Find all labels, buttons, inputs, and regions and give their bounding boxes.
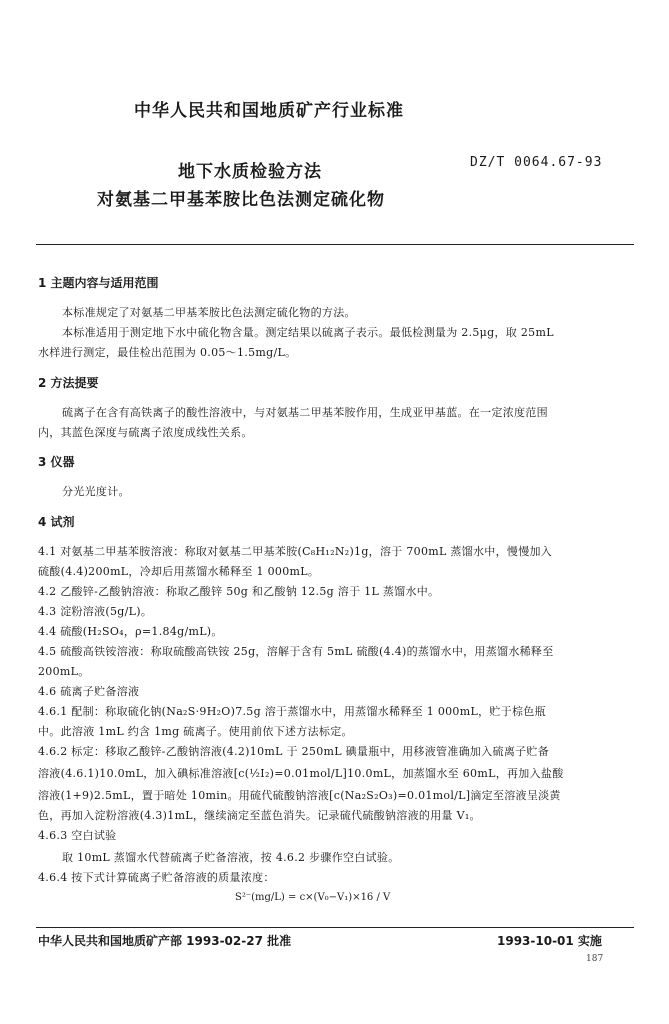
section-2-paragraph-line2: 内，其蓝色深度与硫离子浓度成线性关系。 bbox=[38, 426, 253, 439]
item-4-4: 4.4 硫酸(H₂SO₄，ρ=1.84g/mL)。 bbox=[38, 625, 223, 638]
page-number: 187 bbox=[586, 954, 604, 964]
item-4-2: 4.2 乙酸锌-乙酸钠溶液：称取乙酸锌 50g 和乙酸钠 12.5g 溶于 1L 蒸馏水中。 bbox=[38, 585, 440, 598]
item-4-6-2-line3: 溶液(1+9)2.5mL，置于暗处 10min。用硫代硫酸钠溶液[c(Na₂S₂O₃)=0.01mol/L]滴定至溶液呈淡黄 bbox=[38, 789, 561, 802]
item-4-5-line2: 200mL。 bbox=[38, 665, 90, 678]
item-4-6-4: 4.6.4 按下式计算硫离子贮备溶液的质量浓度： bbox=[38, 871, 275, 884]
item-4-6-2-line1: 4.6.2 标定：移取乙酸锌-乙酸钠溶液(4.2)10mL 于 250mL 碘量瓶中，用移液管准确加入硫离子贮备 bbox=[38, 745, 550, 758]
item-4-6-2-line2: 溶液(4.6.1)10.0mL，加入碘标准溶液[c(½I₂)=0.01mol/L]10.0mL，加蒸馏水至 60mL，再加入盐酸 bbox=[38, 767, 564, 780]
item-4-6-3: 4.6.3 空白试验 bbox=[38, 829, 117, 842]
item-4-6: 4.6 硫离子贮备溶液 bbox=[38, 685, 140, 698]
item-4-1-line2: 硫酸(4.4)200mL，冷却后用蒸馏水稀释至 1 000mL。 bbox=[38, 565, 320, 578]
section-1-paragraph-2-line1: 本标准适用于测定地下水中硫化物含量。测定结果以硫离子表示。最低检测量为 2.5μg，取 25mL bbox=[62, 326, 554, 339]
document-title-line2: 对氨基二甲基苯胺比色法测定硫化物 bbox=[97, 190, 385, 210]
item-4-6-2-line4: 色，再加入淀粉溶液(4.3)1mL，继续滴定至蓝色消失。记录硫代硫酸钠溶液的用量 V₁。 bbox=[38, 809, 481, 822]
concentration-formula: S²⁻(mg/L) = c×(V₀−V₁)×16 / V bbox=[235, 892, 391, 903]
issuing-organization: 中华人民共和国地质矿产行业标准 bbox=[134, 101, 404, 121]
section-2-title: 2 方法提要 bbox=[38, 376, 99, 390]
section-2-paragraph-line1: 硫离子在含有高铁离子的酸性溶液中，与对氨基二甲基苯胺作用，生成亚甲基蓝。在一定浓度范围 bbox=[62, 406, 548, 419]
implementation-date: 1993-10-01 实施 bbox=[497, 934, 602, 948]
item-4-5-line1: 4.5 硫酸高铁铵溶液：称取硫酸高铁铵 25g，溶解于含有 5mL 硫酸(4.4)的蒸馏水中，用蒸馏水稀释至 bbox=[38, 645, 554, 658]
header-divider bbox=[36, 244, 634, 245]
section-1-paragraph-2-line2: 水样进行测定，最佳检出范围为 0.05～1.5mg/L。 bbox=[38, 346, 297, 359]
section-1-title: 1 主题内容与适用范围 bbox=[38, 276, 159, 290]
item-4-3: 4.3 淀粉溶液(5g/L)。 bbox=[38, 605, 153, 618]
footer-divider bbox=[36, 927, 634, 928]
item-4-1-line1: 4.1 对氨基二甲基苯胺溶液：称取对氨基二甲基苯胺(C₈H₁₂N₂)1g，溶于 700mL 蒸馏水中，慢慢加入 bbox=[38, 545, 553, 558]
standard-code: DZ/T 0064.67-93 bbox=[470, 155, 603, 170]
item-4-6-1-line1: 4.6.1 配制：称取硫化钠(Na₂S·9H₂O)7.5g 溶于蒸馏水中，用蒸馏水稀释至 1 000mL，贮于棕色瓶 bbox=[38, 705, 546, 718]
item-4-6-1-line2: 中。此溶液 1mL 约含 1mg 硫离子。使用前依下述方法标定。 bbox=[38, 725, 353, 738]
item-4-6-3-paragraph: 取 10mL 蒸馏水代替硫离子贮备溶液，按 4.6.2 步骤作空白试验。 bbox=[62, 851, 400, 864]
approval-info: 中华人民共和国地质矿产部 1993-02-27 批准 bbox=[38, 934, 292, 948]
document-title-line1: 地下水质检验方法 bbox=[178, 162, 322, 182]
section-3-paragraph: 分光光度计。 bbox=[62, 485, 130, 498]
section-3-title: 3 仪器 bbox=[38, 455, 75, 469]
section-1-paragraph-1: 本标准规定了对氨基二甲基苯胺比色法测定硫化物的方法。 bbox=[62, 306, 356, 319]
section-4-title: 4 试剂 bbox=[38, 515, 75, 529]
